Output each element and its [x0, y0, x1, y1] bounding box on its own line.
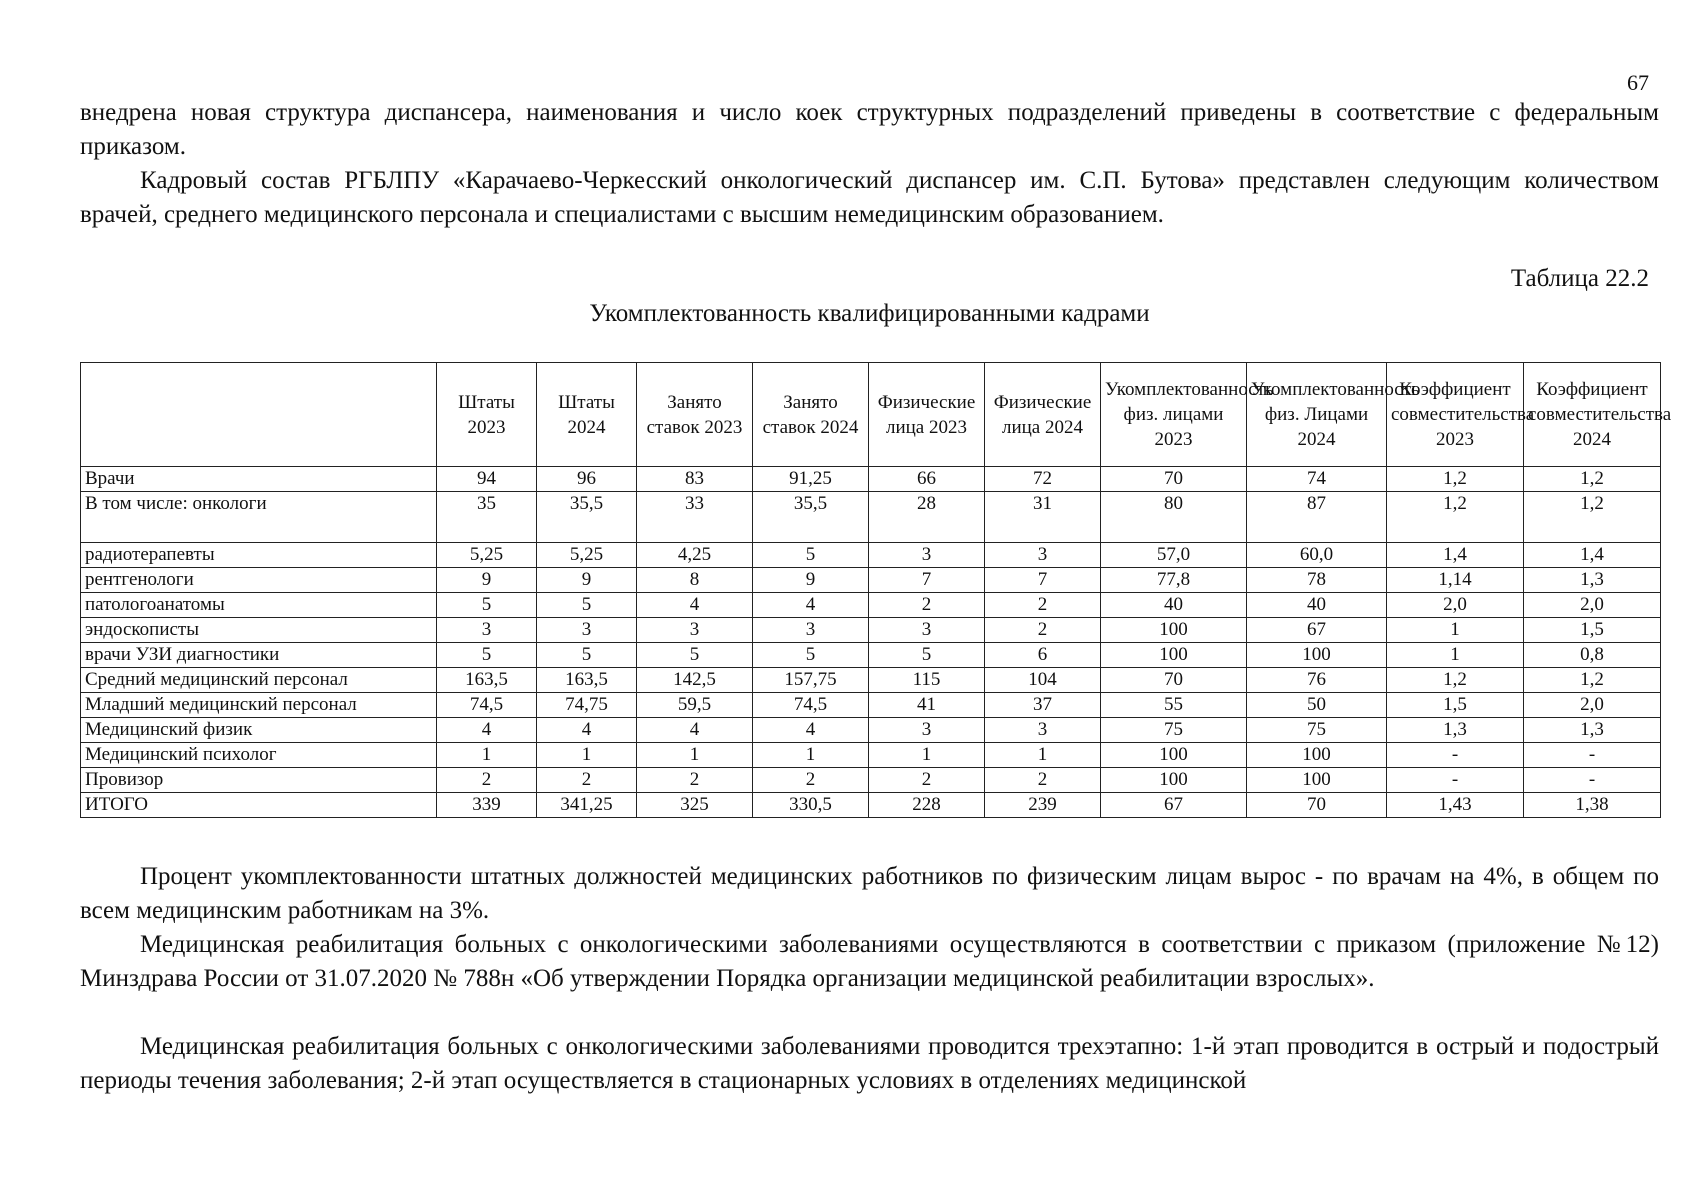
value-cell: 74,5 — [437, 693, 537, 718]
value-cell: 60,0 — [1247, 543, 1387, 568]
outro-paragraph-3: Медицинская реабилитация больных с онкологическими заболеваниями проводится трехэтапно: 1-й этап проводится в острый и подострый периоды течения заболевания; 2-й этап осуществляется в стационарных условиях в отделениях медицинской — [80, 1033, 1659, 1094]
table-title: Укомплектованность квалифицированными кадрами — [589, 300, 1150, 327]
value-cell: 5,25 — [437, 543, 537, 568]
value-cell: 0,8 — [1524, 643, 1661, 668]
value-cell: 1,2 — [1524, 668, 1661, 693]
row-label-cell: Средний медицинский персонал — [81, 668, 437, 693]
row-label-cell: эндоскописты — [81, 618, 437, 643]
value-cell: 74,5 — [753, 693, 869, 718]
value-cell: 100 — [1101, 643, 1247, 668]
value-cell: 91,25 — [753, 467, 869, 492]
value-cell: 2 — [985, 593, 1101, 618]
value-cell: 3 — [985, 543, 1101, 568]
table-row — [81, 467, 1661, 492]
header-cell: Занято ставок 2024 — [753, 363, 869, 467]
value-cell: 59,5 — [637, 693, 753, 718]
value-cell: 6 — [985, 643, 1101, 668]
value-cell: 3 — [753, 618, 869, 643]
table-header-row — [81, 363, 1661, 467]
row-label-cell: врачи УЗИ диагностики — [81, 643, 437, 668]
value-cell: 115 — [869, 668, 985, 693]
value-cell: 4 — [753, 718, 869, 743]
value-cell: 2 — [637, 768, 753, 793]
value-cell: 40 — [1101, 593, 1247, 618]
value-cell: 325 — [637, 793, 753, 818]
table-row — [81, 768, 1661, 793]
value-cell: 1,3 — [1387, 718, 1524, 743]
value-cell: 4 — [437, 718, 537, 743]
value-cell: 31 — [985, 492, 1101, 543]
value-cell: 2 — [985, 768, 1101, 793]
value-cell: 9 — [437, 568, 537, 593]
value-cell: 1,2 — [1387, 492, 1524, 543]
value-cell: 9 — [753, 568, 869, 593]
header-cell: Коэффициент совместительства 2023 — [1387, 363, 1524, 467]
table-row — [81, 618, 1661, 643]
value-cell: 228 — [869, 793, 985, 818]
header-cell: Укомплектованность физ. Лицами 2024 — [1247, 363, 1387, 467]
value-cell: 28 — [869, 492, 985, 543]
value-cell: 1 — [437, 743, 537, 768]
value-cell: 5,25 — [537, 543, 637, 568]
header-cell: Штаты 2024 — [537, 363, 637, 467]
row-label-cell: Медицинский физик — [81, 718, 437, 743]
value-cell: 35,5 — [753, 492, 869, 543]
value-cell: 74 — [1247, 467, 1387, 492]
table-row — [81, 543, 1661, 568]
value-cell: 1,4 — [1524, 543, 1661, 568]
value-cell: 163,5 — [537, 668, 637, 693]
value-cell: 35 — [437, 492, 537, 543]
value-cell: 5 — [437, 643, 537, 668]
value-cell: 1,5 — [1524, 618, 1661, 643]
value-cell: 37 — [985, 693, 1101, 718]
value-cell: 94 — [437, 467, 537, 492]
value-cell: 5 — [753, 643, 869, 668]
header-cell: Коэффициент совместительства 2024 — [1524, 363, 1661, 467]
value-cell: 339 — [437, 793, 537, 818]
value-cell: 9 — [537, 568, 637, 593]
value-cell: 3 — [437, 618, 537, 643]
value-cell: 80 — [1101, 492, 1247, 543]
row-label-cell: Младший медицинский персонал — [81, 693, 437, 718]
value-cell: 163,5 — [437, 668, 537, 693]
table-row — [81, 593, 1661, 618]
value-cell: 1 — [753, 743, 869, 768]
value-cell: 57,0 — [1101, 543, 1247, 568]
row-label-cell: рентгенологи — [81, 568, 437, 593]
value-cell: 70 — [1101, 467, 1247, 492]
value-cell: 100 — [1247, 643, 1387, 668]
value-cell: 341,25 — [537, 793, 637, 818]
value-cell: 33 — [637, 492, 753, 543]
value-cell: 2 — [753, 768, 869, 793]
value-cell: 4 — [537, 718, 637, 743]
value-cell: 3 — [869, 618, 985, 643]
staffing-table — [80, 362, 1672, 818]
value-cell: 35,5 — [537, 492, 637, 543]
value-cell: 1,2 — [1387, 668, 1524, 693]
value-cell: 1,5 — [1387, 693, 1524, 718]
value-cell: 4 — [637, 593, 753, 618]
value-cell: 2 — [869, 768, 985, 793]
value-cell: 1,38 — [1524, 793, 1661, 818]
value-cell: 74,75 — [537, 693, 637, 718]
value-cell: 1,4 — [1387, 543, 1524, 568]
value-cell: 1 — [985, 743, 1101, 768]
value-cell: 157,75 — [753, 668, 869, 693]
table-row — [81, 668, 1661, 693]
value-cell: 75 — [1101, 718, 1247, 743]
header-cell: Укомплектованность физ. лицами 2023 — [1101, 363, 1247, 467]
value-cell: 239 — [985, 793, 1101, 818]
value-cell: 3 — [869, 543, 985, 568]
value-cell: 1 — [637, 743, 753, 768]
value-cell: 5 — [869, 643, 985, 668]
table-row — [81, 492, 1661, 543]
value-cell: 1,3 — [1524, 568, 1661, 593]
value-cell: 5 — [537, 643, 637, 668]
intro-paragraph-1: внедрена новая структура диспансера, наименования и число коек структурных подразделений приведены в соответствие с федеральным приказом. — [80, 99, 1659, 160]
value-cell: 3 — [985, 718, 1101, 743]
value-cell: 1,43 — [1387, 793, 1524, 818]
header-cell: Физические лица 2023 — [869, 363, 985, 467]
row-label-cell: Медицинский психолог — [81, 743, 437, 768]
value-cell: 3 — [869, 718, 985, 743]
value-cell: 4,25 — [637, 543, 753, 568]
value-cell: 1 — [1387, 643, 1524, 668]
table-row — [81, 568, 1661, 593]
intro-paragraph-2: Кадровый состав РГБЛПУ «Карачаево-Черкесский онкологический диспансер им. С.П. Бутова» представлен следующим количеством врачей, среднего медицинского персонала и специалистами с высшим немедицинским образованием. — [80, 167, 1659, 228]
value-cell: 3 — [637, 618, 753, 643]
row-label-cell: радиотерапевты — [81, 543, 437, 568]
table-row — [81, 743, 1661, 768]
value-cell: 1,2 — [1524, 467, 1661, 492]
row-label-cell: патологоанатомы — [81, 593, 437, 618]
table-row — [81, 693, 1661, 718]
value-cell: 1 — [1387, 618, 1524, 643]
value-cell: 5 — [637, 643, 753, 668]
value-cell: 2,0 — [1387, 593, 1524, 618]
value-cell: 83 — [637, 467, 753, 492]
table-row — [81, 793, 1661, 818]
value-cell: 2,0 — [1524, 693, 1661, 718]
value-cell: 66 — [869, 467, 985, 492]
value-cell: 70 — [1247, 793, 1387, 818]
value-cell: 1,2 — [1387, 467, 1524, 492]
table-row — [81, 643, 1661, 668]
row-label-cell: В том числе: онкологи — [81, 492, 437, 543]
table-row — [81, 718, 1661, 743]
value-cell: 1 — [869, 743, 985, 768]
value-cell: 100 — [1101, 743, 1247, 768]
value-cell: 330,5 — [753, 793, 869, 818]
outro-paragraph-1: Процент укомплектованности штатных должностей медицинских работников по физическим лицам вырос - по врачам на 4%, в общем по всем медицинским работникам на 3%. — [80, 863, 1659, 924]
value-cell: 142,5 — [637, 668, 753, 693]
value-cell: 104 — [985, 668, 1101, 693]
value-cell: 67 — [1247, 618, 1387, 643]
row-label-cell: Провизор — [81, 768, 437, 793]
value-cell: 4 — [637, 718, 753, 743]
value-cell: 50 — [1247, 693, 1387, 718]
table-body — [81, 467, 1661, 818]
value-cell: 78 — [1247, 568, 1387, 593]
page-number: 67 — [1627, 70, 1649, 95]
value-cell: 3 — [537, 618, 637, 643]
value-cell: 5 — [753, 543, 869, 568]
value-cell: - — [1524, 743, 1661, 768]
value-cell: 67 — [1101, 793, 1247, 818]
value-cell: - — [1387, 743, 1524, 768]
row-label-cell: ИТОГО — [81, 793, 437, 818]
value-cell: 41 — [869, 693, 985, 718]
outro-paragraph-2: Медицинская реабилитация больных с онкологическими заболеваниями осуществляются в соответствии с приказом (приложение №12) Минздрава России от 31.07.2020 № 788н «Об утверждении Порядка организации медицинской реабилитации взрослых». — [80, 931, 1659, 992]
value-cell: 96 — [537, 467, 637, 492]
header-cell-row-label — [81, 363, 437, 467]
value-cell: 76 — [1247, 668, 1387, 693]
value-cell: 1,14 — [1387, 568, 1524, 593]
value-cell: 2 — [437, 768, 537, 793]
header-cell: Занято ставок 2023 — [637, 363, 753, 467]
value-cell: 7 — [985, 568, 1101, 593]
header-cell: Штаты 2023 — [437, 363, 537, 467]
value-cell: 77,8 — [1101, 568, 1247, 593]
value-cell: 2 — [537, 768, 637, 793]
value-cell: 100 — [1247, 768, 1387, 793]
value-cell: 2 — [985, 618, 1101, 643]
value-cell: 1,3 — [1524, 718, 1661, 743]
value-cell: 40 — [1247, 593, 1387, 618]
value-cell: 5 — [437, 593, 537, 618]
value-cell: 2,0 — [1524, 593, 1661, 618]
value-cell: 5 — [537, 593, 637, 618]
value-cell: 4 — [753, 593, 869, 618]
header-cell: Физические лица 2024 — [985, 363, 1101, 467]
value-cell: 8 — [637, 568, 753, 593]
value-cell: 7 — [869, 568, 985, 593]
value-cell: 100 — [1101, 768, 1247, 793]
value-cell: 1 — [537, 743, 637, 768]
table-number: Таблица 22.2 — [1510, 265, 1649, 292]
value-cell: 75 — [1247, 718, 1387, 743]
value-cell: 55 — [1101, 693, 1247, 718]
value-cell: 72 — [985, 467, 1101, 492]
value-cell: - — [1387, 768, 1524, 793]
value-cell: 100 — [1247, 743, 1387, 768]
value-cell: 70 — [1101, 668, 1247, 693]
value-cell: 100 — [1101, 618, 1247, 643]
row-label-cell: Врачи — [81, 467, 437, 492]
value-cell: - — [1524, 768, 1661, 793]
value-cell: 87 — [1247, 492, 1387, 543]
value-cell: 2 — [869, 593, 985, 618]
value-cell: 1,2 — [1524, 492, 1661, 543]
